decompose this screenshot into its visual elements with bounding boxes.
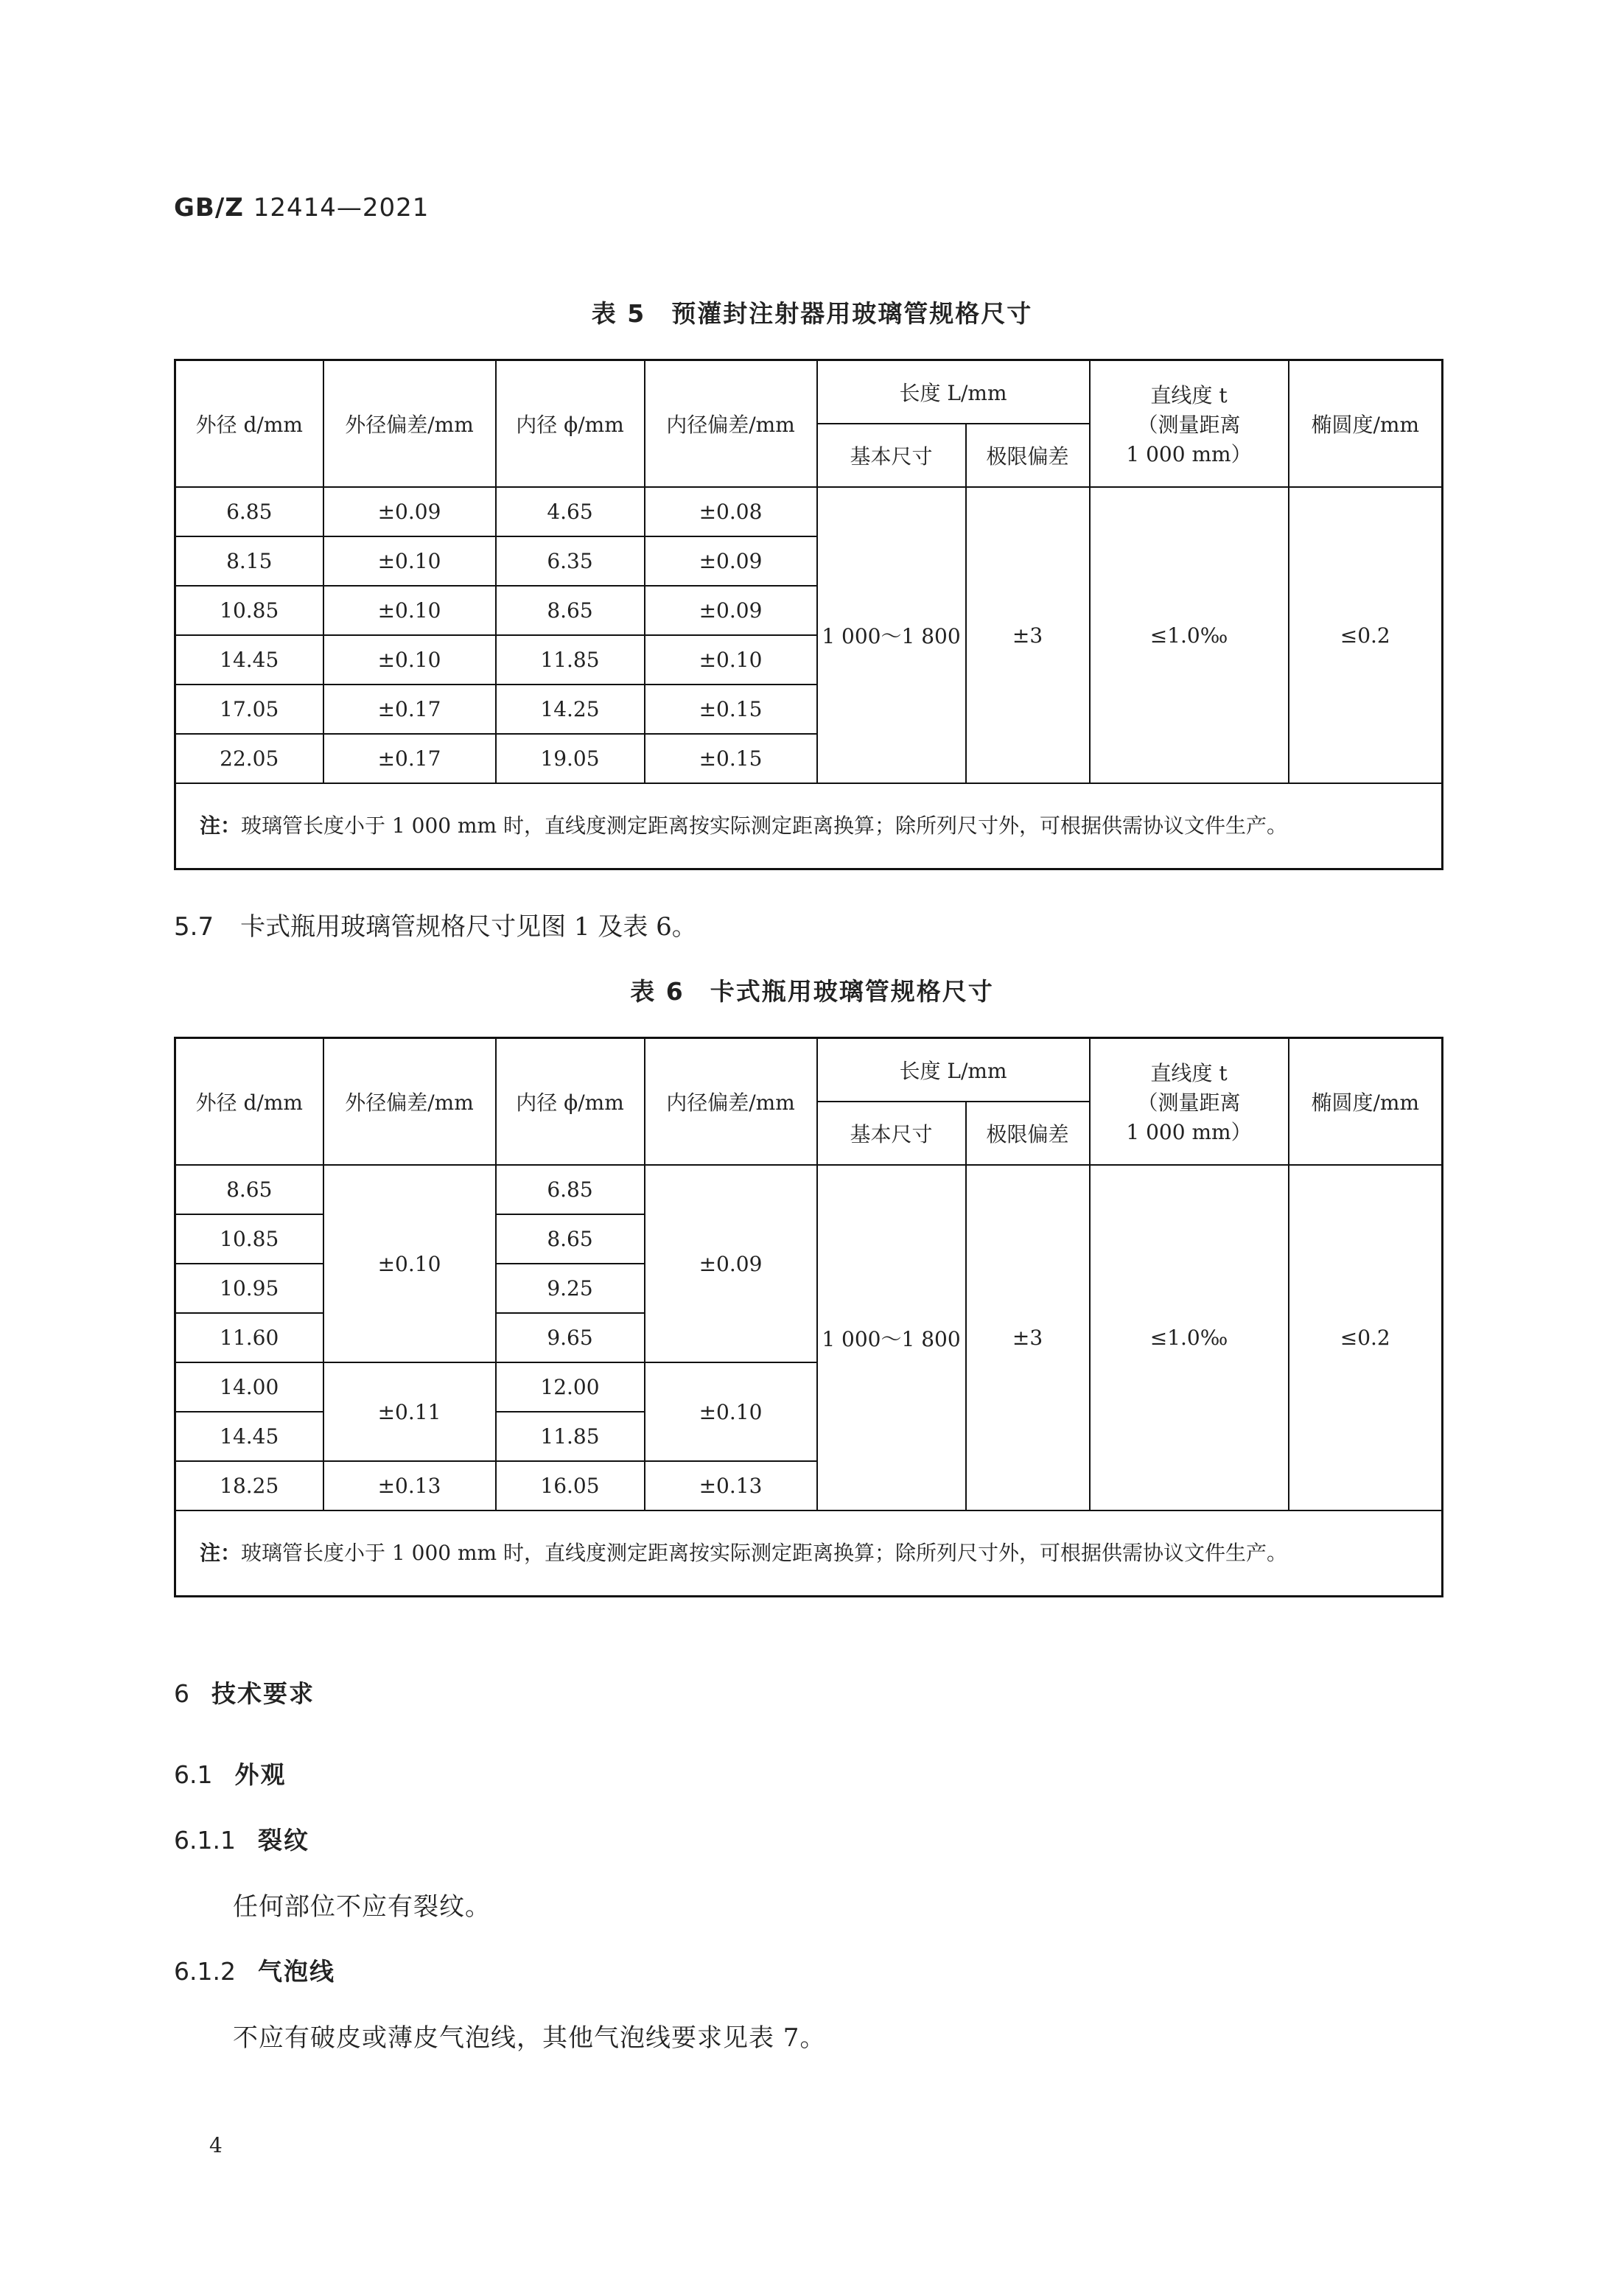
od-tolerance-group: ±0.11 <box>323 1362 496 1461</box>
section-6-1-2-heading: 6.1.2 气泡线 <box>174 1957 335 1986</box>
ovality-value: ≤0.2 <box>1289 1165 1443 1510</box>
table-row: 17.05 ±0.17 14.25 ±0.15 <box>175 685 1443 734</box>
header-od-tolerance: 外径偏差/mm <box>323 360 496 488</box>
standard-code <box>174 193 429 223</box>
standard-number: 12414—2021 <box>253 193 430 223</box>
table-row: 14.45 ±0.10 11.85 ±0.10 <box>175 635 1443 685</box>
table6-note: 注：玻璃管长度小于 1 000 mm 时，直线度测定距离按实际测定距离换算；除所列尺寸外，可根据供需协议文件生产。 <box>175 1510 1443 1597</box>
header-id-tolerance: 内径偏差/mm <box>645 1038 817 1166</box>
table5-caption: 表 5 预灌封注射器用玻璃管规格尺寸 <box>591 299 1033 328</box>
header-id-tolerance: 内径偏差/mm <box>645 360 817 488</box>
header-length-tolerance: 极限偏差 <box>966 1102 1090 1165</box>
section-6-heading: 6 技术要求 <box>174 1679 315 1708</box>
length-tolerance-value: ±3 <box>966 1165 1090 1510</box>
section-5-7: 5.7 卡式瓶用玻璃管规格尺寸见图 1 及表 6。 <box>174 912 697 942</box>
header-od: 外径 d/mm <box>175 1038 323 1166</box>
section-6-1-1-heading: 6.1.1 裂纹 <box>174 1826 309 1855</box>
header-length-basic: 基本尺寸 <box>817 1102 966 1165</box>
straightness-value: ≤1.0‰ <box>1090 487 1289 783</box>
header-od-tolerance: 外径偏差/mm <box>323 1038 496 1166</box>
id-tolerance-group: ±0.10 <box>645 1362 817 1461</box>
table-row: 11.60 9.65 <box>175 1313 1443 1362</box>
table-row: 14.45 11.85 <box>175 1412 1443 1461</box>
header-id: 内径 ϕ/mm <box>496 360 645 488</box>
header-od: 外径 d/mm <box>175 360 323 488</box>
length-basic-value: 1 000～1 800 <box>817 1165 966 1510</box>
table6 <box>174 1037 1443 1597</box>
table-row: 6.85 ±0.09 4.65 ±0.08 1 000～1 800 ±3 ≤1.0‰ ≤0.2 <box>175 487 1443 536</box>
table-row: 14.00 ±0.11 12.00 ±0.10 <box>175 1362 1443 1412</box>
table5 <box>174 359 1443 870</box>
page-number: 4 <box>209 2133 223 2157</box>
section-6-1-heading: 6.1 外观 <box>174 1760 287 1789</box>
header-ovality: 椭圆度/mm <box>1289 360 1443 488</box>
header-id: 内径 ϕ/mm <box>496 1038 645 1166</box>
header-straightness: 直线度 t （测量距离 1 000 mm） <box>1090 360 1289 488</box>
section-6-1-2-body: 不应有破皮或薄皮气泡线，其他气泡线要求见表 7。 <box>233 2023 826 2053</box>
header-straightness: 直线度 t （测量距离 1 000 mm） <box>1090 1038 1289 1166</box>
table-row: 18.25 ±0.13 16.05 ±0.13 <box>175 1461 1443 1510</box>
id-tolerance-group: ±0.13 <box>645 1461 817 1510</box>
table-row: 10.95 9.25 <box>175 1264 1443 1313</box>
standard-prefix: GB/Z <box>174 193 244 223</box>
header-length-tolerance: 极限偏差 <box>966 424 1090 487</box>
straightness-value: ≤1.0‰ <box>1090 1165 1289 1510</box>
od-tolerance-group: ±0.10 <box>323 1165 496 1362</box>
ovality-value: ≤0.2 <box>1289 487 1443 783</box>
length-basic-value: 1 000～1 800 <box>817 487 966 783</box>
header-length: 长度 L/mm <box>817 1038 1090 1102</box>
header-length-basic: 基本尺寸 <box>817 424 966 487</box>
length-tolerance-value: ±3 <box>966 487 1090 783</box>
table-row: 10.85 ±0.10 8.65 ±0.09 <box>175 586 1443 635</box>
table-row: 8.15 ±0.10 6.35 ±0.09 <box>175 536 1443 586</box>
table5-note: 注：玻璃管长度小于 1 000 mm 时，直线度测定距离按实际测定距离换算；除所列尺寸外，可根据供需协议文件生产。 <box>175 783 1443 869</box>
table6-caption: 表 6 卡式瓶用玻璃管规格尺寸 <box>630 977 994 1006</box>
table-row: 8.65 ±0.10 6.85 ±0.09 1 000～1 800 ±3 ≤1.0‰ ≤0.2 <box>175 1165 1443 1214</box>
table-row: 22.05 ±0.17 19.05 ±0.15 <box>175 734 1443 783</box>
id-tolerance-group: ±0.09 <box>645 1165 817 1362</box>
table-row: 10.85 8.65 <box>175 1214 1443 1264</box>
od-tolerance-group: ±0.13 <box>323 1461 496 1510</box>
header-ovality: 椭圆度/mm <box>1289 1038 1443 1166</box>
header-length: 长度 L/mm <box>817 360 1090 424</box>
section-6-1-1-body: 任何部位不应有裂纹。 <box>233 1892 491 1922</box>
